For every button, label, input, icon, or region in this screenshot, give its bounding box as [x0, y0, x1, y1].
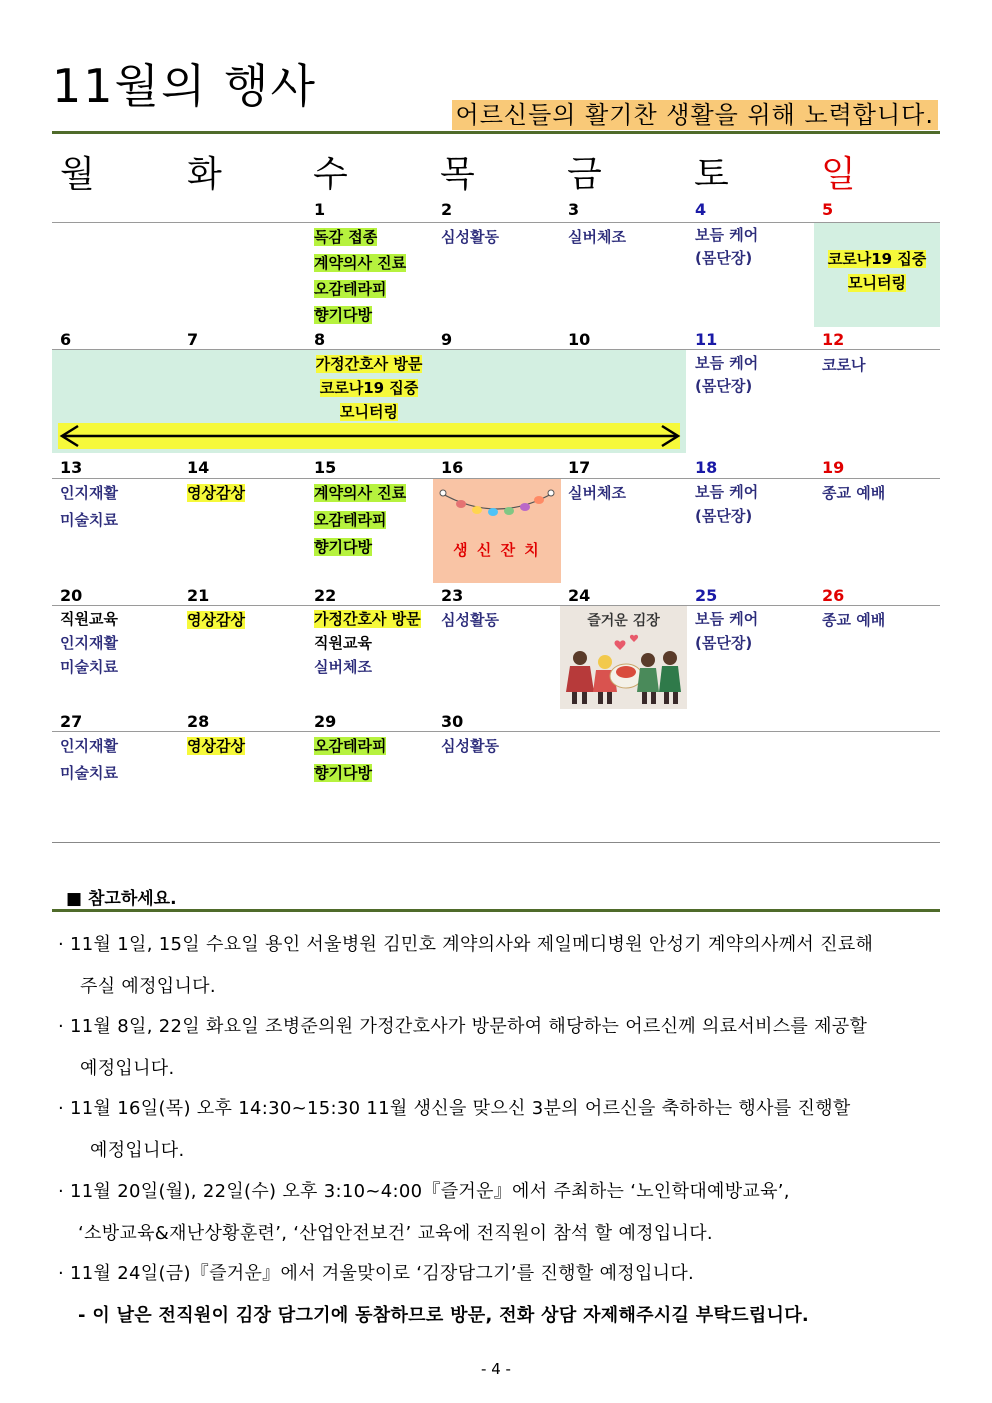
event-list [314, 480, 406, 561]
event-item: 인지재활 [60, 737, 118, 755]
note-item [58, 932, 873, 1000]
title-rule [52, 131, 940, 134]
weekday-sun: 일 [821, 154, 856, 195]
date-19: 19 [822, 458, 845, 477]
event-item: 인지재활 [60, 484, 118, 502]
page-number: - 4 - [481, 1360, 511, 1378]
event-item: 종교 예배 [822, 611, 886, 629]
date-9: 9 [441, 330, 453, 349]
event-item: 모니터링 [848, 274, 906, 292]
date-20: 20 [60, 586, 83, 605]
date-23: 23 [441, 586, 464, 605]
event-item: 가정간호사 방문 [315, 355, 423, 373]
event-item: 오감테라피 [314, 737, 387, 755]
note-item [58, 1261, 809, 1329]
date-25: 25 [695, 586, 718, 605]
weekday-wed: 수 [313, 154, 348, 195]
event-item: 모니터링 [340, 403, 398, 421]
kimchi-making-label: 즐거운 김장 [587, 613, 660, 629]
notes-rule [52, 909, 940, 912]
date-17: 17 [568, 458, 591, 477]
date-5: 5 [822, 200, 834, 219]
date-11: 11 [695, 330, 718, 349]
double-arrow-icon [58, 424, 682, 448]
event-list [314, 607, 421, 679]
event-item: 보듬 케어 [695, 610, 759, 628]
weekday-fri: 금 [567, 154, 602, 195]
event-list [60, 733, 118, 787]
event-item: 보듬 케어 [695, 226, 759, 244]
note-line: · 11월 8일, 22일 화요일 조병준의원 가정간호사가 방문하여 해당하는 어르신께 의료서비스를 제공할 [58, 1016, 868, 1037]
event-list [60, 480, 118, 534]
event-item: 실버체조 [568, 228, 626, 246]
date-18: 18 [695, 458, 718, 477]
event-item [187, 607, 245, 633]
event-item: 미술치료 [60, 764, 118, 782]
date-6: 6 [60, 330, 72, 349]
date-8: 8 [314, 330, 326, 349]
event-item: (몸단장) [695, 249, 753, 267]
event-item: 실버체조 [314, 658, 372, 676]
event-list [695, 224, 758, 270]
week-divider [52, 731, 940, 732]
page-title: 11월의 행사 [52, 59, 317, 113]
event-list [695, 480, 758, 528]
date-14: 14 [187, 458, 210, 477]
weekday-sat: 토 [694, 154, 729, 195]
date-28: 28 [187, 712, 210, 731]
event-item: (몸단장) [695, 377, 753, 395]
date-26: 26 [822, 586, 845, 605]
event-item-text: 영상감상 [187, 737, 245, 755]
event-item: 향기다방 [314, 764, 372, 782]
event-item: 미술치료 [60, 658, 118, 676]
calendar-bottom-rule [52, 842, 940, 843]
date-12: 12 [822, 330, 845, 349]
event-item: 향기다방 [314, 538, 372, 556]
kimchi-making-picture [560, 606, 687, 709]
date-29: 29 [314, 712, 337, 731]
note-item [58, 1179, 790, 1247]
date-1: 1 [314, 200, 326, 219]
event-item-text: 영상감상 [187, 484, 245, 502]
event-item: 심성활동 [441, 611, 499, 629]
date-15: 15 [314, 458, 337, 477]
date-2: 2 [441, 200, 453, 219]
event-item: (몸단장) [695, 634, 753, 652]
event-item: 코로나 [822, 356, 866, 374]
week-divider [52, 605, 940, 606]
event-item: 독감 접종 [314, 228, 378, 246]
event-item: 심성활동 [441, 737, 499, 755]
event-item: 종교 예배 [822, 484, 886, 502]
note-line: 주실 예정입니다. [80, 976, 216, 997]
event-item: 오감테라피 [314, 280, 387, 298]
note-emphasis-line: - 이 날은 전직원이 김장 담그기에 동참하므로 방문, 전화 상담 자제해주시길 부탁드립니다. [78, 1305, 810, 1326]
note-line: 예정입니다. [80, 1058, 175, 1079]
note-line: 예정입니다. [90, 1140, 185, 1161]
kimchi-illustration-icon [560, 606, 687, 709]
event-item: 가정간호사 방문 [314, 610, 421, 628]
event-item: 미술치료 [60, 511, 118, 529]
event-item: 인지재활 [60, 634, 118, 652]
date-22: 22 [314, 586, 337, 605]
event-item [187, 733, 245, 759]
event-item: 실버체조 [568, 484, 626, 502]
event-item: 계약의사 진료 [314, 484, 407, 502]
note-line: · 11월 1일, 15일 수요일 용인 서울병원 김민호 계약의사와 제일메디병원 안성기 계약의사께서 진료해 [58, 934, 874, 955]
event-item: 향기다방 [314, 306, 372, 324]
date-13: 13 [60, 458, 83, 477]
note-line: · 11월 20일(월), 22일(수) 오후 3:10~4:00『즐거운』에서 주최하는 ‘노인학대예방교육’, [58, 1181, 790, 1202]
bunting-icon [433, 479, 561, 529]
date-27: 27 [60, 712, 83, 731]
note-line: ‘소방교육&재난상황훈련’, ‘산업안전보건’ 교육에 전직원이 참석 할 예정입니다. [78, 1223, 713, 1244]
date-3: 3 [568, 200, 580, 219]
event-item: (몸단장) [695, 507, 753, 525]
weekday-mon: 월 [60, 154, 95, 195]
date-7: 7 [187, 330, 199, 349]
event-item: 보듬 케어 [695, 354, 759, 372]
weekday-thu: 목 [440, 154, 475, 195]
event-item-text: 영상감상 [187, 611, 245, 629]
date-21: 21 [187, 586, 210, 605]
note-line: · 11월 24일(금)『즐거운』에서 겨울맞이로 ‘김장담그기’를 진행할 예정입니다. [58, 1263, 695, 1284]
birthday-party-cell [433, 479, 561, 583]
note-line: · 11월 16일(목) 오후 14:30~15:30 11월 생신을 맞으신 3분의 어르신을 축하하는 행사를 진행할 [58, 1098, 851, 1119]
note-item [58, 1014, 867, 1082]
note-item [58, 1096, 851, 1164]
event-item: 코로나19 집중 [827, 250, 927, 268]
date-30: 30 [441, 712, 464, 731]
event-item: 오감테라피 [314, 511, 387, 529]
event-list [60, 607, 118, 679]
event-list [52, 352, 686, 424]
week-divider [52, 222, 940, 223]
event-list [814, 247, 940, 295]
event-list [314, 224, 406, 328]
notes-heading: ■ 참고하세요. [66, 889, 177, 909]
slogan: 어르신들의 활기찬 생활을 위해 노력합니다. [452, 100, 938, 130]
date-10: 10 [568, 330, 591, 349]
event-item: 직원교육 [60, 610, 118, 628]
event-item: 심성활동 [441, 228, 499, 246]
event-item: 계약의사 진료 [314, 254, 407, 272]
event-item [187, 480, 245, 506]
event-item: 코로나19 집중 [319, 379, 419, 397]
event-list [314, 733, 386, 787]
event-item: 직원교육 [314, 634, 372, 652]
weekday-tue: 화 [187, 154, 222, 195]
date-4: 4 [695, 200, 707, 219]
event-list [695, 607, 758, 655]
birthday-party-label: 생 신 잔 치 [453, 541, 541, 559]
event-list [695, 352, 758, 398]
event-item: 보듬 케어 [695, 483, 759, 501]
date-24: 24 [568, 586, 591, 605]
date-16: 16 [441, 458, 464, 477]
